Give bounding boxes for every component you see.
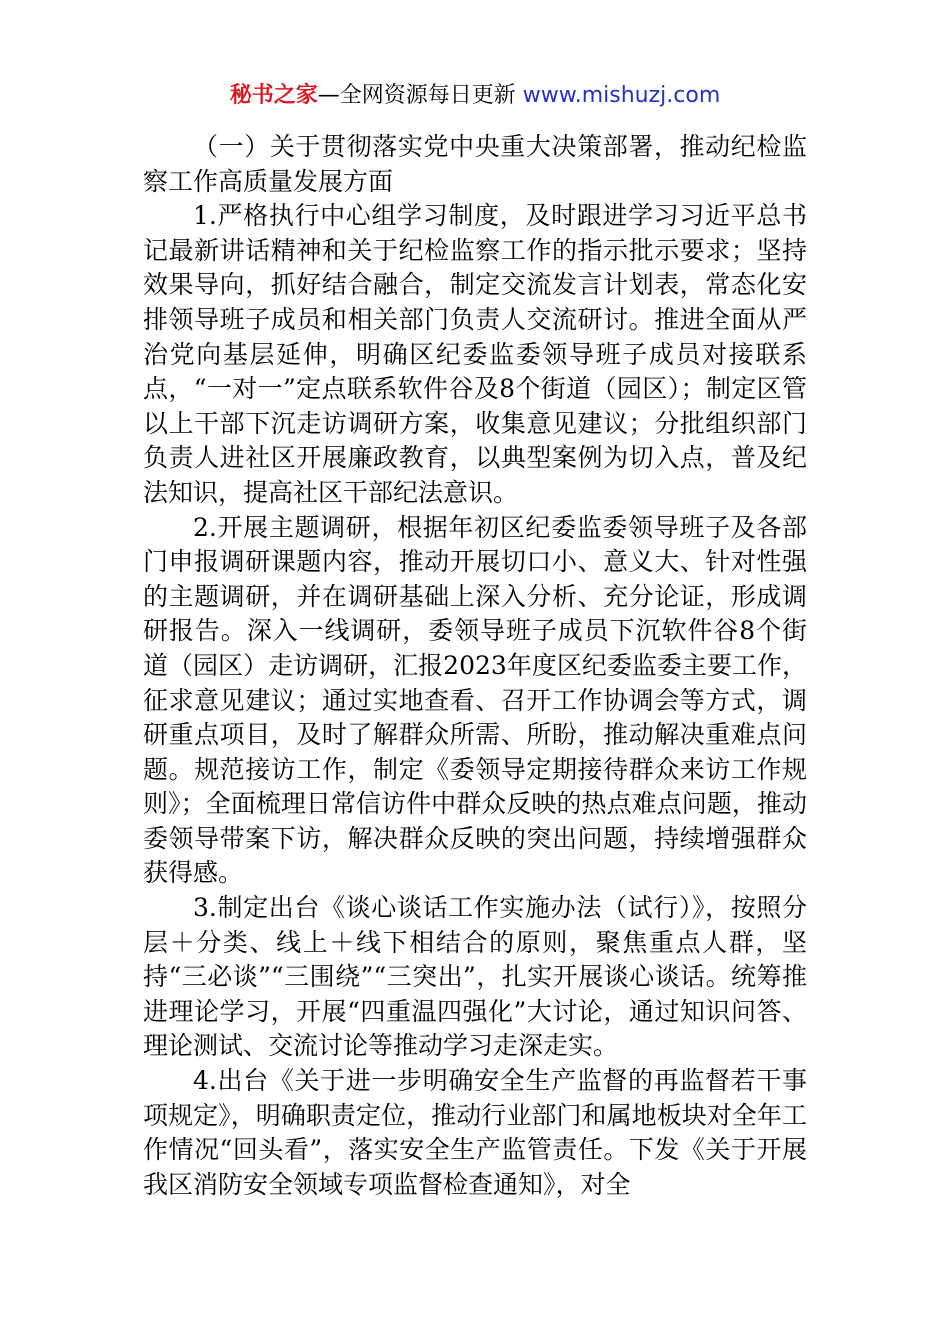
site-url[interactable]: www.mishuzj.com — [522, 83, 721, 108]
paragraph-3: 3.制定出台《谈心谈话工作实施办法（试行）》，按照分层＋分类、线上＋线下相结合的原则，聚焦重点人群，坚持“三必谈”“三围绕”“三突出”，扎实开展谈心谈话。统筹推进理论学习，开展“四重温四强化”大讨论，通过知识问答、理论测试、交流讨论等推动学习走深走实。 — [143, 893, 807, 1061]
section-heading: （一）关于贯彻落实党中央重大决策部署，推动纪检监察工作高质量发展方面 — [143, 132, 807, 196]
brand-name: 秘书之家 — [229, 83, 318, 108]
header-tagline: —全网资源每日更新 — [317, 83, 523, 108]
site-header — [0, 80, 950, 112]
paragraph-2: 2.开展主题调研，根据年初区纪委监委领导班子及各部门申报调研课题内容，推动开展切口小、意义大、针对性强的主题调研，并在调研基础上深入分析、充分论证，形成调研报告。深入一线调研，委领导班子成员下沉软件谷8个街道（园区）走访调研，汇报2023年度区纪委监委主要工作，征求意见建议；通过实地查看、召开工作协调会等方式，调研重点项目，及时了解群众所需、所盼，推动解决重难点问题。规范接访工作，制定《委领导定期接待群众来访工作规则》；全面梳理日常信访件中群众反映的热点难点问题，推动委领导带案下访，解决群众反映的突出问题，持续增强群众获得感。 — [143, 512, 807, 888]
paragraph-1: 1.严格执行中心组学习制度，及时跟进学习习近平总书记最新讲话精神和关于纪检监察工作的指示批示要求；坚持效果导向，抓好结合融合，制定交流发言计划表，常态化安排领导班子成员和相关部门负责人交流研讨。推进全面从严治党向基层延伸，明确区纪委监委领导班子成员对接联系点，“一对一”定点联系软件谷及8个街道（园区）；制定区管以上干部下沉走访调研方案，收集意见建议；分批组织部门负责人进社区开展廉政教育，以典型案例为切入点，普及纪法知识，提高社区干部纪法意识。 — [143, 201, 807, 507]
paragraph-4: 4.出台《关于进一步明确安全生产监督的再监督若干事项规定》，明确职责定位，推动行业部门和属地板块对全年工作情况“回头看”，落实安全生产监管责任。下发《关于开展我区消防安全领域专项监督检查通知》，对全 — [143, 1066, 807, 1199]
document-body — [143, 130, 807, 1202]
